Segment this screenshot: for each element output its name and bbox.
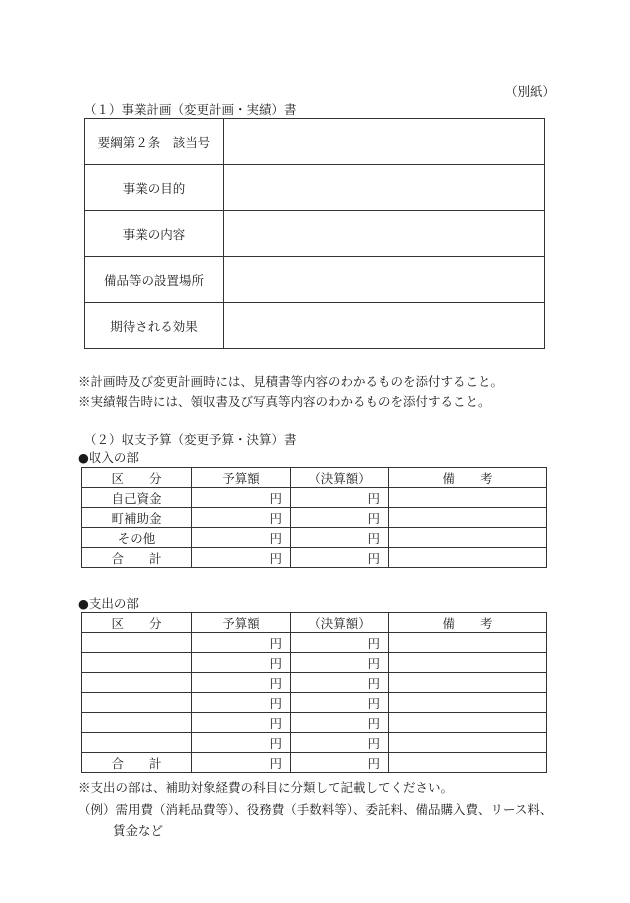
section1-note: ※計画時及び変更計画時には、見積書等内容のわかるものを添付すること。 bbox=[78, 374, 504, 389]
table-header-row bbox=[82, 613, 547, 633]
table-row bbox=[85, 165, 545, 211]
actual-cell[interactable]: 円 bbox=[291, 713, 389, 733]
table-row bbox=[82, 488, 547, 508]
column-header: 区 分 bbox=[82, 613, 192, 633]
column-header: 予算額 bbox=[192, 468, 291, 488]
section2-note: 賃金など bbox=[113, 823, 164, 838]
category-cell[interactable] bbox=[82, 733, 192, 753]
note-cell[interactable] bbox=[389, 693, 547, 713]
category-cell[interactable] bbox=[82, 653, 192, 673]
row-value[interactable] bbox=[224, 119, 545, 165]
note-cell[interactable] bbox=[389, 633, 547, 653]
actual-cell[interactable]: 円 bbox=[291, 673, 389, 693]
table-row bbox=[82, 753, 547, 773]
column-header: 予算額 bbox=[192, 613, 291, 633]
income-table bbox=[81, 467, 547, 568]
budget-cell[interactable]: 円 bbox=[192, 508, 291, 528]
budget-cell[interactable]: 円 bbox=[192, 713, 291, 733]
category-cell: 町補助金 bbox=[82, 508, 192, 528]
expense-heading: ●支出の部 bbox=[78, 596, 139, 611]
budget-cell[interactable]: 円 bbox=[192, 653, 291, 673]
note-cell[interactable] bbox=[389, 673, 547, 693]
note-cell[interactable] bbox=[389, 548, 547, 568]
note-cell[interactable] bbox=[389, 733, 547, 753]
table-header-row bbox=[82, 468, 547, 488]
column-header: 区 分 bbox=[82, 468, 192, 488]
actual-cell[interactable]: 円 bbox=[291, 508, 389, 528]
note-cell[interactable] bbox=[389, 488, 547, 508]
category-cell[interactable] bbox=[82, 673, 192, 693]
budget-cell[interactable]: 円 bbox=[192, 673, 291, 693]
annex-label: （別紙） bbox=[505, 84, 556, 99]
expense-table bbox=[81, 612, 547, 773]
row-label: 要綱第２条 該当号 bbox=[85, 119, 224, 165]
note-cell[interactable] bbox=[389, 653, 547, 673]
table-row bbox=[82, 693, 547, 713]
budget-cell[interactable]: 円 bbox=[192, 733, 291, 753]
section1-note: ※実績報告時には、領収書及び写真等内容のわかるものを添付すること。 bbox=[78, 394, 491, 409]
category-cell: 合 計 bbox=[82, 753, 192, 773]
actual-cell[interactable]: 円 bbox=[291, 528, 389, 548]
section1-title: （１）事業計画（変更計画・実績）書 bbox=[84, 102, 297, 117]
note-cell[interactable] bbox=[389, 753, 547, 773]
row-label: 備品等の設置場所 bbox=[85, 257, 224, 303]
table-row bbox=[82, 733, 547, 753]
budget-cell[interactable]: 円 bbox=[192, 548, 291, 568]
actual-cell[interactable]: 円 bbox=[291, 733, 389, 753]
column-header: （決算額） bbox=[291, 468, 389, 488]
actual-cell[interactable]: 円 bbox=[291, 753, 389, 773]
row-value[interactable] bbox=[224, 303, 545, 349]
row-label: 期待される効果 bbox=[85, 303, 224, 349]
budget-cell[interactable]: 円 bbox=[192, 753, 291, 773]
business-plan-table bbox=[84, 118, 545, 349]
budget-cell[interactable]: 円 bbox=[192, 488, 291, 508]
category-cell[interactable] bbox=[82, 713, 192, 733]
category-cell[interactable] bbox=[82, 633, 192, 653]
column-header: 備 考 bbox=[389, 613, 547, 633]
category-cell: その他 bbox=[82, 528, 192, 548]
table-row bbox=[82, 633, 547, 653]
table-row bbox=[82, 508, 547, 528]
actual-cell[interactable]: 円 bbox=[291, 633, 389, 653]
row-label: 事業の目的 bbox=[85, 165, 224, 211]
column-header: 備 考 bbox=[389, 468, 547, 488]
actual-cell[interactable]: 円 bbox=[291, 548, 389, 568]
actual-cell[interactable]: 円 bbox=[291, 488, 389, 508]
row-value[interactable] bbox=[224, 165, 545, 211]
category-cell: 合 計 bbox=[82, 548, 192, 568]
note-cell[interactable] bbox=[389, 528, 547, 548]
table-row bbox=[85, 257, 545, 303]
table-row bbox=[82, 673, 547, 693]
table-row bbox=[85, 211, 545, 257]
table-row bbox=[82, 548, 547, 568]
note-cell[interactable] bbox=[389, 508, 547, 528]
budget-cell[interactable]: 円 bbox=[192, 693, 291, 713]
budget-cell[interactable]: 円 bbox=[192, 633, 291, 653]
row-value[interactable] bbox=[224, 257, 545, 303]
table-row bbox=[85, 303, 545, 349]
table-row bbox=[82, 528, 547, 548]
row-value[interactable] bbox=[224, 211, 545, 257]
actual-cell[interactable]: 円 bbox=[291, 653, 389, 673]
income-heading: ●収入の部 bbox=[78, 450, 139, 465]
column-header: （決算額） bbox=[291, 613, 389, 633]
table-row bbox=[82, 653, 547, 673]
budget-cell[interactable]: 円 bbox=[192, 528, 291, 548]
section2-note: （例）需用費（消耗品費等）、役務費（手数料等）、委託料、備品購入費、リース料、 bbox=[78, 802, 553, 817]
note-cell[interactable] bbox=[389, 713, 547, 733]
table-row bbox=[82, 713, 547, 733]
section2-title: （２）収支予算（変更予算・決算）書 bbox=[84, 432, 297, 447]
section2-note: ※支出の部は、補助対象経費の科目に分類して記載してください。 bbox=[78, 780, 454, 795]
row-label: 事業の内容 bbox=[85, 211, 224, 257]
actual-cell[interactable]: 円 bbox=[291, 693, 389, 713]
category-cell[interactable] bbox=[82, 693, 192, 713]
table-row bbox=[85, 119, 545, 165]
category-cell: 自己資金 bbox=[82, 488, 192, 508]
